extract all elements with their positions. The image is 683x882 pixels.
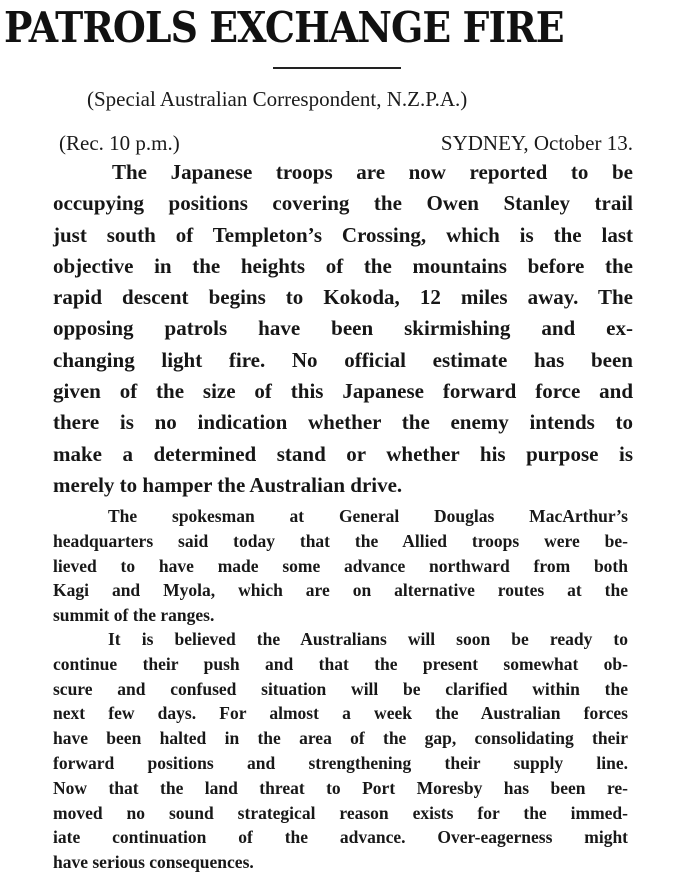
- body-line: summit of the ranges.: [53, 605, 215, 626]
- body-line: have been halted in the area of the gap, consolidating their: [53, 728, 628, 749]
- lead-line: given of the size of this Japanese forward force and: [53, 379, 633, 404]
- lead-line: objective in the heights of the mountains before the: [53, 253, 633, 278]
- lead-line: occupying positions covering the Owen Stanley trail: [53, 191, 633, 216]
- body-line: The spokesman at General Douglas MacArthur’s: [108, 506, 628, 526]
- body-line: have serious consequences.: [53, 852, 254, 873]
- body-line: next few days. For almost a week the Australian forces: [53, 703, 628, 724]
- headline-divider: [273, 67, 401, 69]
- lead-line: changing light fire. No official estimate has been: [53, 347, 633, 372]
- body-paragraph-spokesman: [53, 504, 628, 628]
- body-line: forward positions and strengthening their supply line.: [53, 752, 628, 773]
- headline: PATROLS EXCHANGE FIRE: [4, 3, 564, 52]
- lead-line: rapid descent begins to Kokoda, 12 miles away. The: [53, 285, 633, 310]
- body-line: Kagi and Myola, which are on alternative routes at the: [53, 580, 628, 601]
- body-line: iate continuation of the advance. Over-eagerness might: [53, 827, 628, 848]
- lead-line: there is no indication whether the enemy intends to: [53, 410, 633, 435]
- body-line: headquarters said today that the Allied troops were be-: [53, 530, 628, 551]
- body-line: continue their push and that the present somewhat ob-: [53, 653, 628, 674]
- lead-paragraph: [53, 157, 633, 501]
- dateline: SYDNEY, October 13.: [440, 131, 633, 155]
- body-line: scure and confused situation will be clarified within the: [53, 678, 628, 699]
- received-time: (Rec. 10 p.m.): [59, 131, 180, 155]
- body-line: Now that the land threat to Port Moresby has been re-: [53, 777, 628, 798]
- lead-line: just south of Templeton’s Crossing, which is the last: [53, 222, 633, 247]
- byline-credit: (Special Australian Correspondent, N.Z.P.A.): [87, 87, 468, 111]
- body-line: It is believed the Australians will soon be ready to: [108, 629, 628, 649]
- body-paragraph-outlook: [53, 627, 628, 875]
- lead-line: The Japanese troops are now reported to be: [112, 160, 633, 184]
- body-line: moved no sound strategical reason exists for the immed-: [53, 802, 628, 823]
- body-line: lieved to have made some advance northward from both: [53, 555, 628, 576]
- lead-line: opposing patrols have been skirmishing and ex-: [53, 316, 633, 341]
- lead-line: merely to hamper the Australian drive.: [53, 472, 403, 497]
- lead-line: make a determined stand or whether his purpose is: [53, 441, 633, 466]
